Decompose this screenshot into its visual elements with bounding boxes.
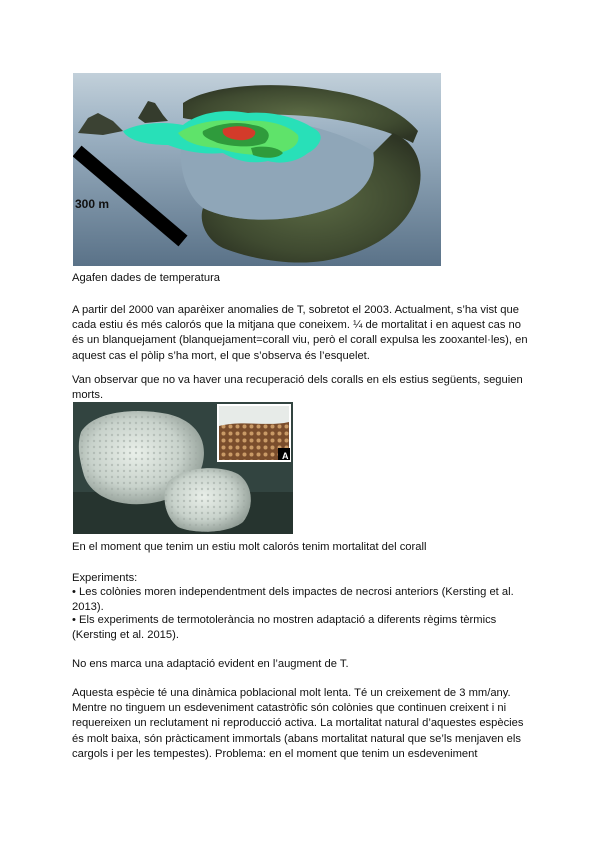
dead-coral-photo-figure bbox=[73, 402, 293, 534]
island-aerial-map-figure bbox=[73, 73, 441, 266]
scale-label: 300 m bbox=[75, 197, 110, 211]
island-map-illustration bbox=[73, 73, 441, 266]
experiment-bullet-1: • Les colònies moren independentment dels impactes de necrosi anteriors (Kersting et al. 2013). bbox=[72, 586, 514, 614]
experiments-heading: Experiments: bbox=[72, 572, 138, 584]
figure1-caption: Agafen dades de temperatura bbox=[72, 272, 221, 284]
paragraph-no-recovery: Van observar que no va haver una recuperació dels coralls en els estius següents, seguien morts. bbox=[72, 374, 523, 402]
inset-panel-label: A bbox=[282, 451, 289, 461]
paragraph-no-adaptation: No ens marca una adaptació evident en l’augment de T. bbox=[72, 658, 349, 670]
paragraph-population-dynamics: Aquesta espècie té una dinàmica poblacional molt lenta. Té un creixement de 3 mm/any. Mentre no tinguem un esdeveniment catastròfic són colònies que continuen creixent i ni requereixen un reclutament ni reproducció activa. La mortalitat natural d’aquestes espècies és molt baixa, són pràcticament immortals (abans mortalitat natural que se’ls menjaven els cargols i per les tempestes). Problema: en el moment que tenim un esdeveniment bbox=[72, 687, 524, 760]
paragraph-temperature-anomalies: A partir del 2000 van aparèixer anomalies de T, sobretot el 2003. Actualment, s’ha vist que cada estiu és més calorós que la mitjana que coneixem. ¼ de mortalitat i en aquest cas no és un blanquejament (blanquejament=corall viu, però el corall expulsa les zooxantel·les), en aquest cas el pòlip s’ha mort, el que s’observa és l’esquelet. bbox=[72, 304, 528, 362]
experiment-bullet-2: • Els experiments de termotolerància no mostren adaptació a diferents règims tèrmics (Kersting et al. 2015). bbox=[72, 614, 497, 642]
figure2-caption: En el moment que tenim un estiu molt calorós tenim mortalitat del corall bbox=[72, 541, 427, 553]
coral-photo-illustration bbox=[73, 402, 293, 534]
